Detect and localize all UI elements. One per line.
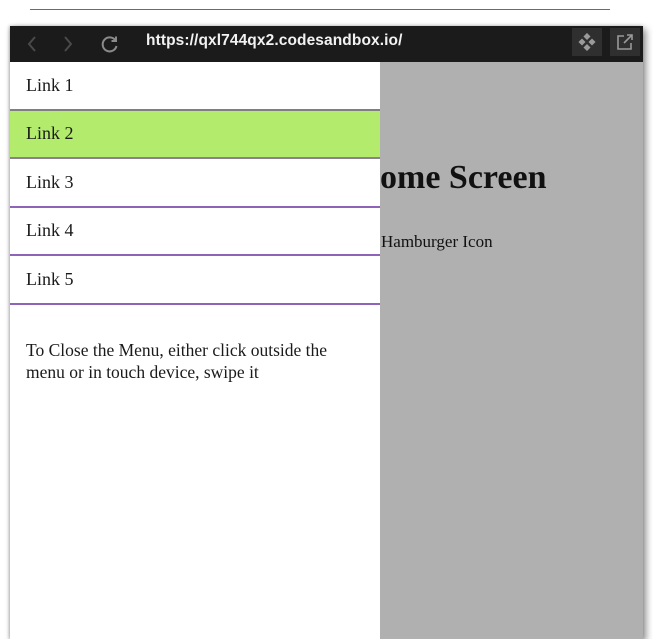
reload-icon — [100, 34, 120, 54]
page-text: Hamburger Icon — [381, 232, 493, 251]
codesandbox-button[interactable] — [572, 28, 602, 56]
drawer-menu — [10, 62, 380, 305]
address-bar-url[interactable]: https://qxl744qx2.codesandbox.io/ — [146, 32, 403, 49]
chevron-right-icon — [62, 35, 74, 53]
menu-item-link-2[interactable]: Link 2 — [10, 111, 380, 160]
menu-item-link-5[interactable]: Link 5 — [10, 256, 380, 305]
top-divider — [30, 9, 610, 10]
page-content — [10, 62, 643, 639]
menu-item-link-3[interactable]: Link 3 — [10, 159, 380, 208]
open-new-window-icon — [616, 33, 634, 51]
menu-item-link-4[interactable]: Link 4 — [10, 208, 380, 257]
reload-button[interactable] — [98, 26, 122, 62]
page-title: ome Screen — [380, 159, 547, 196]
close-menu-hint: To Close the Menu, either click outside the menu or in touch device, swipe it — [26, 340, 328, 382]
forward-button[interactable] — [58, 26, 78, 62]
chevron-left-icon — [26, 35, 38, 53]
browser-window — [10, 26, 643, 639]
side-drawer — [10, 62, 380, 639]
open-in-new-window-button[interactable] — [610, 28, 640, 56]
back-button[interactable] — [22, 26, 42, 62]
browser-toolbar — [10, 26, 643, 62]
menu-item-link-1[interactable]: Link 1 — [10, 62, 380, 111]
codesandbox-icon — [578, 33, 596, 51]
